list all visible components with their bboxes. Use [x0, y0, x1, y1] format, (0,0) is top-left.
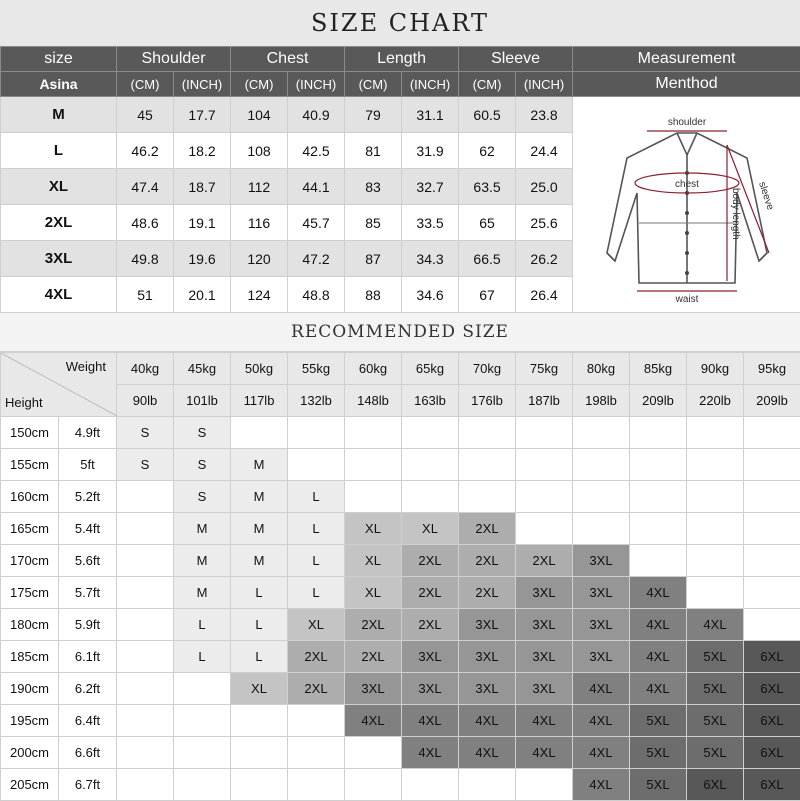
height-row — [1, 769, 800, 801]
recommended-size-cell: L — [288, 545, 345, 577]
weight-lb: 117lb — [231, 385, 288, 417]
size-label: 4XL — [1, 277, 117, 313]
recommended-size-cell — [630, 417, 687, 449]
height-cm: 195cm — [1, 705, 59, 737]
recommended-size-table — [0, 352, 800, 801]
recommended-size-cell: 6XL — [744, 641, 800, 673]
recommended-size-cell: M — [231, 481, 288, 513]
recommended-size-cell — [288, 705, 345, 737]
weight-lb: 101lb — [174, 385, 231, 417]
recommended-size-cell — [630, 481, 687, 513]
height-ft: 5.6ft — [59, 545, 117, 577]
recommended-size-cell: 4XL — [459, 705, 516, 737]
recommended-size-cell — [573, 417, 630, 449]
recommended-size-cell: 5XL — [687, 705, 744, 737]
unit-inch: (INCH) — [402, 72, 459, 97]
recommended-size-cell: 5XL — [687, 737, 744, 769]
recommended-size-cell: XL — [345, 577, 402, 609]
measurement-value: 67 — [459, 277, 516, 313]
recommended-size-cell — [345, 417, 402, 449]
recommended-size-cell: 3XL — [516, 577, 573, 609]
measurement-header: Measurement — [573, 47, 800, 72]
measurement-value: 120 — [231, 241, 288, 277]
recommended-size-cell — [288, 769, 345, 801]
recommended-size-cell — [117, 577, 174, 609]
height-label: Height — [5, 395, 43, 410]
recommended-size-cell — [117, 513, 174, 545]
recommended-size-cell: 4XL — [573, 673, 630, 705]
weight-lb: 187lb — [516, 385, 573, 417]
recommended-size-cell: 3XL — [402, 673, 459, 705]
recommended-size-cell: 3XL — [516, 641, 573, 673]
recommended-size-cell — [117, 545, 174, 577]
measurement-value: 48.6 — [117, 205, 174, 241]
recommended-size-cell: 4XL — [573, 769, 630, 801]
measurement-value: 17.7 — [174, 97, 231, 133]
recommended-size-cell — [516, 417, 573, 449]
height-cm: 175cm — [1, 577, 59, 609]
recommended-size-cell: S — [174, 481, 231, 513]
recommended-size-cell — [459, 449, 516, 481]
measurement-value: 19.1 — [174, 205, 231, 241]
unit-inch: (INCH) — [288, 72, 345, 97]
measurement-diagram — [573, 97, 800, 313]
recommended-size-cell — [117, 769, 174, 801]
measurement-value: 33.5 — [402, 205, 459, 241]
height-cm: 200cm — [1, 737, 59, 769]
unit-cm: (CM) — [231, 72, 288, 97]
measurement-value: 66.5 — [459, 241, 516, 277]
recommended-size-cell: 4XL — [630, 609, 687, 641]
measurement-value: 47.2 — [288, 241, 345, 277]
weight-lb: 176lb — [459, 385, 516, 417]
measurement-value: 51 — [117, 277, 174, 313]
measurement-value: 32.7 — [402, 169, 459, 205]
recommended-size-cell: 2XL — [288, 641, 345, 673]
height-row — [1, 513, 800, 545]
recommended-size-cell — [402, 449, 459, 481]
measurement-value: 87 — [345, 241, 402, 277]
height-row — [1, 641, 800, 673]
diagram-label-body-length: body length — [730, 188, 741, 240]
recommended-size-cell: 4XL — [573, 737, 630, 769]
recommended-size-cell — [345, 769, 402, 801]
measurement-value: 112 — [231, 169, 288, 205]
height-row — [1, 417, 800, 449]
recommended-size-cell: 2XL — [459, 513, 516, 545]
recommended-size-cell — [402, 769, 459, 801]
height-ft: 5.7ft — [59, 577, 117, 609]
recommended-size-cell: 5XL — [687, 673, 744, 705]
recommended-size-cell — [402, 481, 459, 513]
measurement-value: 45.7 — [288, 205, 345, 241]
weight-label: Weight — [66, 359, 106, 374]
recommended-size-cell — [117, 481, 174, 513]
weight-lb: 209lb — [630, 385, 687, 417]
recommended-size-cell — [744, 577, 800, 609]
recommended-size-cell: 4XL — [402, 705, 459, 737]
measurement-value: 26.4 — [516, 277, 573, 313]
height-row — [1, 737, 800, 769]
height-ft: 4.9ft — [59, 417, 117, 449]
recommended-size-cell — [288, 737, 345, 769]
recommended-size-cell: M — [231, 513, 288, 545]
recommended-size-cell — [117, 705, 174, 737]
measurement-value: 124 — [231, 277, 288, 313]
measurement-value: 60.5 — [459, 97, 516, 133]
recommended-size-cell: XL — [345, 545, 402, 577]
measurement-value: 31.9 — [402, 133, 459, 169]
recommended-size-cell: L — [288, 577, 345, 609]
weight-kg: 85kg — [630, 353, 687, 385]
weight-kg: 40kg — [117, 353, 174, 385]
unit-inch: (INCH) — [174, 72, 231, 97]
weight-lb: 148lb — [345, 385, 402, 417]
size-label: XL — [1, 169, 117, 205]
recommended-size-cell: M — [174, 577, 231, 609]
height-cm: 170cm — [1, 545, 59, 577]
recommended-size-cell: 3XL — [402, 641, 459, 673]
recommended-size-cell — [744, 513, 800, 545]
recommended-size-cell: 3XL — [573, 609, 630, 641]
measurement-value: 62 — [459, 133, 516, 169]
recommended-size-cell: 4XL — [630, 577, 687, 609]
weight-lb-row — [1, 385, 800, 417]
height-cm: 150cm — [1, 417, 59, 449]
recommended-size-cell: M — [231, 449, 288, 481]
recommended-size-cell — [573, 449, 630, 481]
recommended-size-cell — [516, 513, 573, 545]
recommended-size-cell: 2XL — [288, 673, 345, 705]
recommended-size-cell — [687, 449, 744, 481]
measurement-value: 65 — [459, 205, 516, 241]
recommended-size-cell — [174, 769, 231, 801]
height-row — [1, 481, 800, 513]
shoulder-header: Shoulder — [117, 47, 231, 72]
recommended-size-cell: 2XL — [459, 545, 516, 577]
measurement-value: 18.2 — [174, 133, 231, 169]
size-label: L — [1, 133, 117, 169]
shirt-diagram-icon — [587, 103, 787, 303]
length-header: Length — [345, 47, 459, 72]
recommended-size-cell: XL — [231, 673, 288, 705]
weight-lb: 163lb — [402, 385, 459, 417]
recommended-size-cell: 6XL — [744, 769, 800, 801]
recommended-size-cell — [402, 417, 459, 449]
recommended-size-cell: 2XL — [459, 577, 516, 609]
measurement-value: 23.8 — [516, 97, 573, 133]
recommended-size-cell — [630, 449, 687, 481]
recommended-size-cell: 2XL — [516, 545, 573, 577]
height-row — [1, 705, 800, 737]
measurement-value: 49.8 — [117, 241, 174, 277]
recommended-size-cell: 4XL — [402, 737, 459, 769]
diagram-label-shoulder: shoulder — [667, 117, 706, 128]
height-ft: 6.1ft — [59, 641, 117, 673]
recommended-size-cell: 4XL — [630, 673, 687, 705]
measurement-value: 116 — [231, 205, 288, 241]
height-cm: 160cm — [1, 481, 59, 513]
recommended-size-cell — [687, 577, 744, 609]
measurement-value: 48.8 — [288, 277, 345, 313]
measurement-value: 88 — [345, 277, 402, 313]
size-chart-table — [0, 46, 800, 313]
measurement-value: 85 — [345, 205, 402, 241]
height-row — [1, 673, 800, 705]
recommended-size-cell: 4XL — [573, 705, 630, 737]
weight-lb: 90lb — [117, 385, 174, 417]
recommended-size-cell: L — [288, 481, 345, 513]
recommended-size-cell: S — [174, 449, 231, 481]
weight-kg: 90kg — [687, 353, 744, 385]
height-cm: 205cm — [1, 769, 59, 801]
recommended-size-cell: 4XL — [687, 609, 744, 641]
weight-lb: 209lb — [744, 385, 800, 417]
recommended-size-cell — [117, 737, 174, 769]
recommended-size-cell — [744, 481, 800, 513]
unit-cm: (CM) — [117, 72, 174, 97]
recommended-size-cell — [687, 417, 744, 449]
recommended-size-cell: L — [288, 513, 345, 545]
measurement-value: 63.5 — [459, 169, 516, 205]
measurement-value: 81 — [345, 133, 402, 169]
unit-cm: (CM) — [459, 72, 516, 97]
recommended-size-cell — [459, 769, 516, 801]
recommended-size-cell: 3XL — [459, 673, 516, 705]
recommended-size-cell — [174, 705, 231, 737]
recommended-size-cell: 2XL — [402, 545, 459, 577]
recommended-size-cell: 4XL — [459, 737, 516, 769]
measurement-value: 44.1 — [288, 169, 345, 205]
recommended-size-cell: 2XL — [402, 577, 459, 609]
size-label: M — [1, 97, 117, 133]
height-ft: 6.7ft — [59, 769, 117, 801]
brand-label: Asina — [1, 72, 117, 97]
recommended-size-cell: 4XL — [516, 737, 573, 769]
measurement-value: 79 — [345, 97, 402, 133]
recommended-size-cell: 3XL — [345, 673, 402, 705]
recommended-size-cell: 6XL — [744, 673, 800, 705]
height-row — [1, 449, 800, 481]
height-cm: 185cm — [1, 641, 59, 673]
recommended-size-cell: XL — [288, 609, 345, 641]
weight-lb: 198lb — [573, 385, 630, 417]
recommended-size-cell — [288, 449, 345, 481]
weight-kg: 95kg — [744, 353, 800, 385]
height-row — [1, 577, 800, 609]
recommended-size-cell — [174, 737, 231, 769]
recommended-size-cell: 2XL — [345, 609, 402, 641]
weight-lb: 132lb — [288, 385, 345, 417]
recommended-size-cell: 5XL — [630, 737, 687, 769]
recommended-size-cell — [174, 673, 231, 705]
measurement-value: 40.9 — [288, 97, 345, 133]
height-cm: 190cm — [1, 673, 59, 705]
size-label: 2XL — [1, 205, 117, 241]
recommended-size-cell — [288, 417, 345, 449]
unit-cm: (CM) — [345, 72, 402, 97]
recommended-size-cell — [345, 481, 402, 513]
diagram-label-chest: chest — [675, 179, 699, 190]
size-chart-units-row — [1, 72, 800, 97]
weight-kg: 65kg — [402, 353, 459, 385]
weight-kg: 55kg — [288, 353, 345, 385]
recommended-size-cell: S — [117, 449, 174, 481]
height-ft: 5.2ft — [59, 481, 117, 513]
recommended-size-cell: 3XL — [459, 609, 516, 641]
recommended-size-cell — [573, 513, 630, 545]
height-ft: 5.4ft — [59, 513, 117, 545]
measurement-value: 46.2 — [117, 133, 174, 169]
recommended-size-cell: S — [174, 417, 231, 449]
measurement-value: 47.4 — [117, 169, 174, 205]
size-chart-header-row — [1, 47, 800, 72]
recommended-size-cell: 3XL — [573, 641, 630, 673]
recommended-size-cell: L — [174, 641, 231, 673]
recommended-size-cell: 3XL — [516, 673, 573, 705]
page-title: SIZE CHART — [0, 0, 800, 46]
recommended-size-title: RECOMMENDED SIZE — [0, 312, 800, 352]
size-label: 3XL — [1, 241, 117, 277]
recommended-size-cell — [630, 513, 687, 545]
measurement-value: 25.0 — [516, 169, 573, 205]
recommended-size-cell — [744, 609, 800, 641]
recommended-size-cell — [516, 449, 573, 481]
recommended-size-cell: L — [231, 641, 288, 673]
measurement-value: 83 — [345, 169, 402, 205]
recommended-size-cell — [231, 705, 288, 737]
height-ft: 6.4ft — [59, 705, 117, 737]
recommended-size-cell — [345, 737, 402, 769]
weight-kg: 50kg — [231, 353, 288, 385]
diagram-label-waist: waist — [674, 294, 698, 303]
recommended-size-cell: 3XL — [573, 545, 630, 577]
recommended-size-cell — [516, 769, 573, 801]
recommended-size-cell: L — [231, 609, 288, 641]
weight-kg: 70kg — [459, 353, 516, 385]
recommended-size-cell: 3XL — [516, 609, 573, 641]
recommended-size-cell: 4XL — [516, 705, 573, 737]
weight-kg: 45kg — [174, 353, 231, 385]
recommended-size-cell: 5XL — [630, 769, 687, 801]
unit-inch: (INCH) — [516, 72, 573, 97]
weight-kg: 80kg — [573, 353, 630, 385]
recommended-size-cell: 5XL — [630, 705, 687, 737]
recommended-size-cell — [231, 417, 288, 449]
weight-kg-row — [1, 353, 800, 385]
measurement-value: 19.6 — [174, 241, 231, 277]
measurement-value: 108 — [231, 133, 288, 169]
recommended-size-cell — [231, 737, 288, 769]
recommended-size-cell: 3XL — [573, 577, 630, 609]
recommended-size-cell: L — [231, 577, 288, 609]
recommended-size-cell: 2XL — [345, 641, 402, 673]
height-row — [1, 545, 800, 577]
recommended-size-cell — [459, 417, 516, 449]
recommended-size-cell — [573, 481, 630, 513]
recommended-size-cell — [687, 481, 744, 513]
recommended-size-cell — [345, 449, 402, 481]
recommended-size-cell: 6XL — [744, 737, 800, 769]
measurement-value: 18.7 — [174, 169, 231, 205]
sleeve-header: Sleeve — [459, 47, 573, 72]
weight-height-corner — [1, 353, 117, 417]
recommended-size-cell — [687, 513, 744, 545]
height-cm: 155cm — [1, 449, 59, 481]
height-ft: 5ft — [59, 449, 117, 481]
recommended-size-cell — [117, 641, 174, 673]
recommended-size-cell: 4XL — [345, 705, 402, 737]
measurement-value: 34.3 — [402, 241, 459, 277]
height-ft: 6.6ft — [59, 737, 117, 769]
recommended-size-cell: 6XL — [687, 769, 744, 801]
recommended-size-cell — [687, 545, 744, 577]
recommended-size-cell: 3XL — [459, 641, 516, 673]
recommended-size-cell: M — [231, 545, 288, 577]
recommended-size-cell — [516, 481, 573, 513]
measurement-value: 25.6 — [516, 205, 573, 241]
height-row — [1, 609, 800, 641]
measurement-value: 104 — [231, 97, 288, 133]
weight-kg: 75kg — [516, 353, 573, 385]
measurement-value: 42.5 — [288, 133, 345, 169]
recommended-size-cell: 4XL — [630, 641, 687, 673]
recommended-size-cell — [117, 609, 174, 641]
recommended-size-cell: 5XL — [687, 641, 744, 673]
chest-header: Chest — [231, 47, 345, 72]
measurement-value: 26.2 — [516, 241, 573, 277]
recommended-size-cell — [630, 545, 687, 577]
recommended-size-cell: L — [174, 609, 231, 641]
recommended-size-cell: 2XL — [402, 609, 459, 641]
height-ft: 5.9ft — [59, 609, 117, 641]
height-cm: 165cm — [1, 513, 59, 545]
recommended-size-cell: 6XL — [744, 705, 800, 737]
recommended-size-cell — [117, 673, 174, 705]
weight-lb: 220lb — [687, 385, 744, 417]
measurement-subheader: Menthod — [573, 72, 800, 97]
recommended-size-cell: M — [174, 545, 231, 577]
diagram-label-sleeve: sleeve — [756, 181, 776, 212]
measurement-value: 45 — [117, 97, 174, 133]
measurement-value: 24.4 — [516, 133, 573, 169]
height-cm: 180cm — [1, 609, 59, 641]
size-row — [1, 97, 800, 133]
recommended-size-cell: XL — [402, 513, 459, 545]
recommended-size-cell — [231, 769, 288, 801]
recommended-size-cell — [744, 545, 800, 577]
weight-kg: 60kg — [345, 353, 402, 385]
recommended-size-cell: XL — [345, 513, 402, 545]
recommended-size-cell: M — [174, 513, 231, 545]
measurement-value: 20.1 — [174, 277, 231, 313]
recommended-size-cell: S — [117, 417, 174, 449]
measurement-value: 34.6 — [402, 277, 459, 313]
recommended-size-cell — [744, 449, 800, 481]
recommended-size-cell — [744, 417, 800, 449]
height-ft: 6.2ft — [59, 673, 117, 705]
size-header: size — [1, 47, 117, 72]
recommended-size-cell — [459, 481, 516, 513]
measurement-value: 31.1 — [402, 97, 459, 133]
